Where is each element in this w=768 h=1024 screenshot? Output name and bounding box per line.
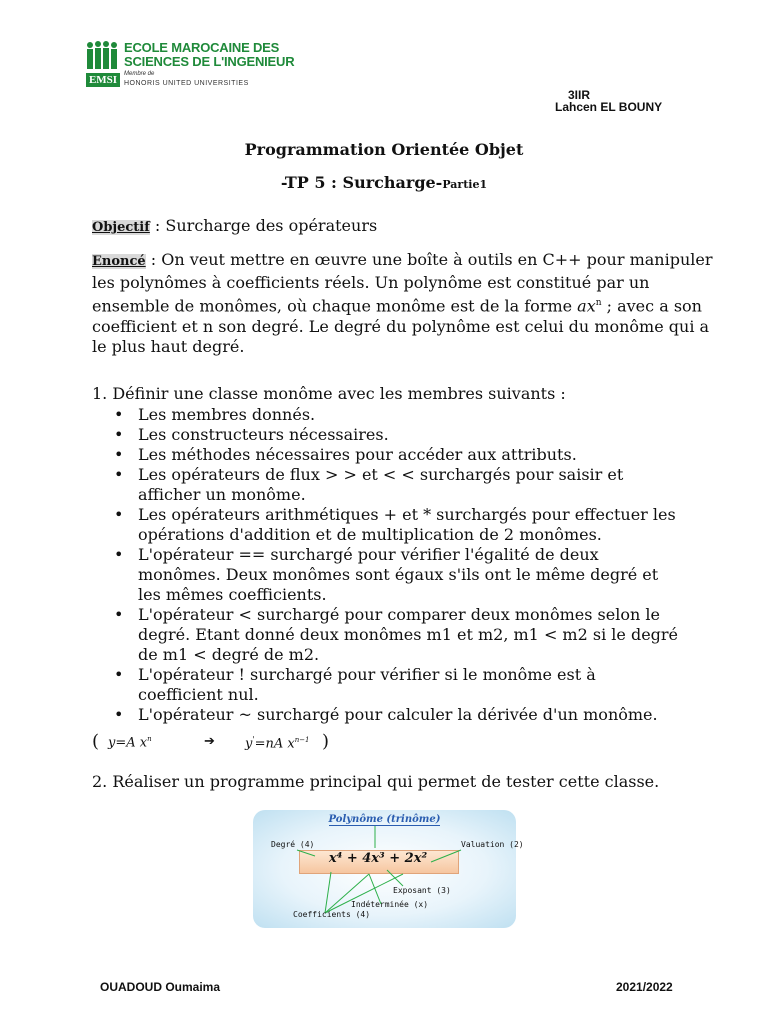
formula-right-rest: =nA x bbox=[254, 736, 295, 752]
people-logo-icon bbox=[84, 40, 122, 74]
list-item: • L'opérateur < surchargé pour comparer deux monômes selon le degré. Etant donné deux monômes m1 et m2, m1 < m2 si le degré de m1 < degré de m2. bbox=[92, 605, 682, 665]
list-item: • Les constructeurs nécessaires. bbox=[92, 425, 682, 445]
enonce-formula-exp: n bbox=[595, 298, 602, 308]
class-label: 3IIR bbox=[568, 88, 591, 102]
formula-left-exp: n bbox=[147, 735, 152, 743]
formula-right-prime: ' bbox=[252, 735, 255, 744]
footer-author: OUADOUD Oumaima bbox=[100, 980, 221, 994]
formula-right bbox=[245, 735, 310, 751]
derivative-formula bbox=[92, 733, 392, 755]
list-item: • L'opérateur ~ surchargé pour calculer la dérivée d'un monôme. bbox=[92, 705, 682, 725]
footer-year: 2021/2022 bbox=[616, 980, 673, 994]
logo-line1: ECOLE MAROCAINE DES bbox=[124, 40, 280, 55]
label-indeterminee: Indéterminée (x) bbox=[351, 900, 429, 909]
question1-intro: 1. Définir une classe monôme avec les membres suivants : bbox=[92, 384, 566, 403]
logo-emsi-badge: EMSI bbox=[86, 73, 120, 87]
list-item: • Les opérateurs arithmétiques + et * surchargés pour effectuer les opérations d'addition et de multiplication de 2 monômes. bbox=[92, 505, 682, 545]
enonce-line1: : On veut mettre en œuvre une boîte à outils en C++ pour manipuler bbox=[145, 250, 713, 269]
diagram-polynomial: x⁴ + 4x³ + 2x² bbox=[328, 851, 428, 866]
subtitle-small: Partie1 bbox=[442, 178, 488, 191]
logo-line2: SCIENCES DE L'INGENIEUR bbox=[124, 54, 295, 69]
question1-list bbox=[92, 405, 682, 725]
enonce-line3-end: ; avec a son bbox=[601, 296, 702, 316]
objectif-text: : Surcharge des opérateurs bbox=[149, 216, 378, 235]
list-item: • L'opérateur ! surchargé pour vérifier si le monôme est à coefficient nul. bbox=[92, 665, 682, 705]
page-title: Programmation Orientée Objet bbox=[244, 140, 524, 159]
enonce-label: Enoncé bbox=[92, 254, 146, 269]
formula-right-exp: n−1 bbox=[294, 736, 310, 744]
logo-member: Membre de bbox=[124, 71, 155, 77]
subtitle-main: -TP 5 : Surcharge- bbox=[280, 173, 443, 192]
enonce-line5: le plus haut degré. bbox=[92, 337, 245, 357]
label-degre: Degré (4) bbox=[271, 840, 315, 849]
logo-honoris: HONORIS UNITED UNIVERSITIES bbox=[124, 80, 249, 87]
enonce-line3 bbox=[92, 293, 702, 317]
polynome-diagram bbox=[253, 810, 524, 928]
formula-left-text: y=A x bbox=[108, 735, 148, 751]
objectif-label: Objectif bbox=[92, 220, 150, 235]
list-item: • Les opérateurs de flux > > et < < surchargés pour saisir et afficher un monôme. bbox=[92, 465, 682, 505]
enonce-line4: coefficient et n son degré. Le degré du polynôme est celui du monôme qui a bbox=[92, 316, 710, 336]
list-item: • Les membres donnés. bbox=[92, 405, 682, 425]
question2-text: 2. Réaliser un programme principal qui permet de tester cette classe. bbox=[92, 772, 660, 791]
objectif-line bbox=[92, 216, 377, 239]
diagram-title-text: Polynôme (trinôme) bbox=[328, 814, 441, 825]
enonce-block bbox=[92, 250, 713, 358]
enonce-line2: les polynômes à coefficients réels. Un polynôme est constitué par un bbox=[92, 272, 650, 292]
formula-open-paren: ( bbox=[92, 731, 100, 752]
arrow-right-icon: ➔ bbox=[204, 734, 215, 749]
label-exposant: Exposant (3) bbox=[393, 886, 451, 895]
school-logo bbox=[84, 40, 295, 90]
label-coefficients: Coefficients (4) bbox=[293, 910, 371, 919]
formula-left bbox=[108, 735, 152, 750]
label-valuation: Valuation (2) bbox=[461, 840, 524, 849]
enonce-line3-text: ensemble de monômes, où chaque monôme est de la forme bbox=[92, 296, 578, 316]
formula-close-paren: ) bbox=[322, 731, 330, 752]
teacher-name: Lahcen EL BOUNY bbox=[555, 100, 663, 114]
list-item: • L'opérateur == surchargé pour vérifier l'égalité de deux monômes. Deux monômes sont égaux s'ils ont le même degré et les mêmes coefficients. bbox=[92, 545, 682, 605]
list-item: • Les méthodes nécessaires pour accéder aux attributs. bbox=[92, 445, 682, 465]
formula-right-y: y bbox=[245, 736, 253, 752]
page-subtitle bbox=[0, 173, 768, 192]
enonce-formula: ax bbox=[577, 296, 596, 316]
